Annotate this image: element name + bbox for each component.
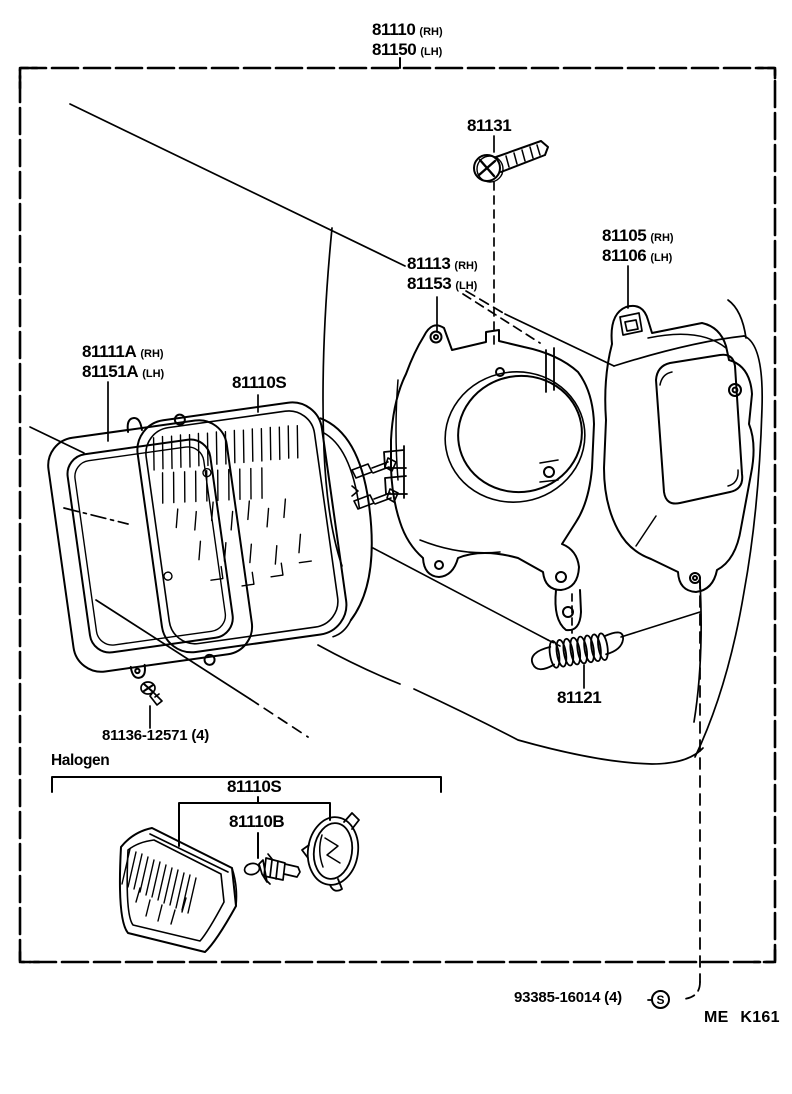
mounting-ring-lh-side: (LH) [455,280,478,292]
trim-ring-rh-side: (RH) [140,348,164,360]
spring-number: 81121 [557,688,602,707]
assy-lh-side: (LH) [420,46,443,58]
label-sealed-beam-unit [232,374,286,393]
label-halogen-bulb [229,813,284,832]
assy-rh-side: (RH) [419,26,443,38]
spring-leader-left [373,548,548,640]
housing-lh-number: 81106 [602,246,647,265]
housing-rh-number: 81105 [602,226,647,245]
label-trim-ring [82,343,164,383]
housing-lh-side: (LH) [650,252,673,264]
sealed-beam-number: 81110S [232,373,287,392]
spring-leader-right [621,612,700,637]
screw-symbol-letter: S [656,992,665,1007]
label-mounting-ring [407,255,478,295]
halogen-retainer-drawing [302,813,362,891]
trim-ring-screw-drawing [141,682,162,728]
mounting-ring-drawing [384,325,595,630]
trim-ring-rh-number: 81111A [82,342,137,361]
label-headlamp-assy [372,21,443,61]
label-halogen-unit [227,778,281,797]
spring-drawing [529,630,626,671]
halogen-heading-text: Halogen [51,752,110,769]
screw-symbol-badge [651,990,670,1009]
label-trim-ring-screw [102,727,209,745]
mounting-ring-rh-side: (RH) [454,260,478,272]
page-code-text: ME K161 [704,1009,780,1026]
fixing-screw-number: 93385-16014 (4) [514,989,622,1006]
halogen-unit-number: 81110S [227,777,282,796]
mounting-ring-lh-number: 81153 [407,274,452,293]
s-screw-leader [648,578,700,1000]
mount-screw-number: 81131 [467,116,512,135]
label-fixing-screw [514,989,622,1007]
trim-ring-lh-number: 81151A [82,362,139,381]
label-tension-spring [557,689,601,708]
assy-lh-number: 81150 [372,40,417,59]
trim-ring-screw-number: 81136-12571 (4) [102,727,210,744]
label-housing [602,227,674,267]
halogen-bulb-drawing [244,854,300,884]
trim-ring-lh-side: (LH) [142,368,165,380]
assy-rh-number: 81110 [372,20,416,39]
halogen-heading [51,752,109,770]
housing-rh-side: (RH) [650,232,674,244]
halogen-bulb-number: 81110B [229,812,285,831]
mounting-ring-rh-number: 81113 [407,254,451,273]
housing-drawing [604,306,754,592]
page-code [704,1009,780,1027]
label-mount-screw [467,117,511,136]
sealed-beam-drawing [134,394,387,661]
mounting-ring-leader-dashed [463,294,540,343]
